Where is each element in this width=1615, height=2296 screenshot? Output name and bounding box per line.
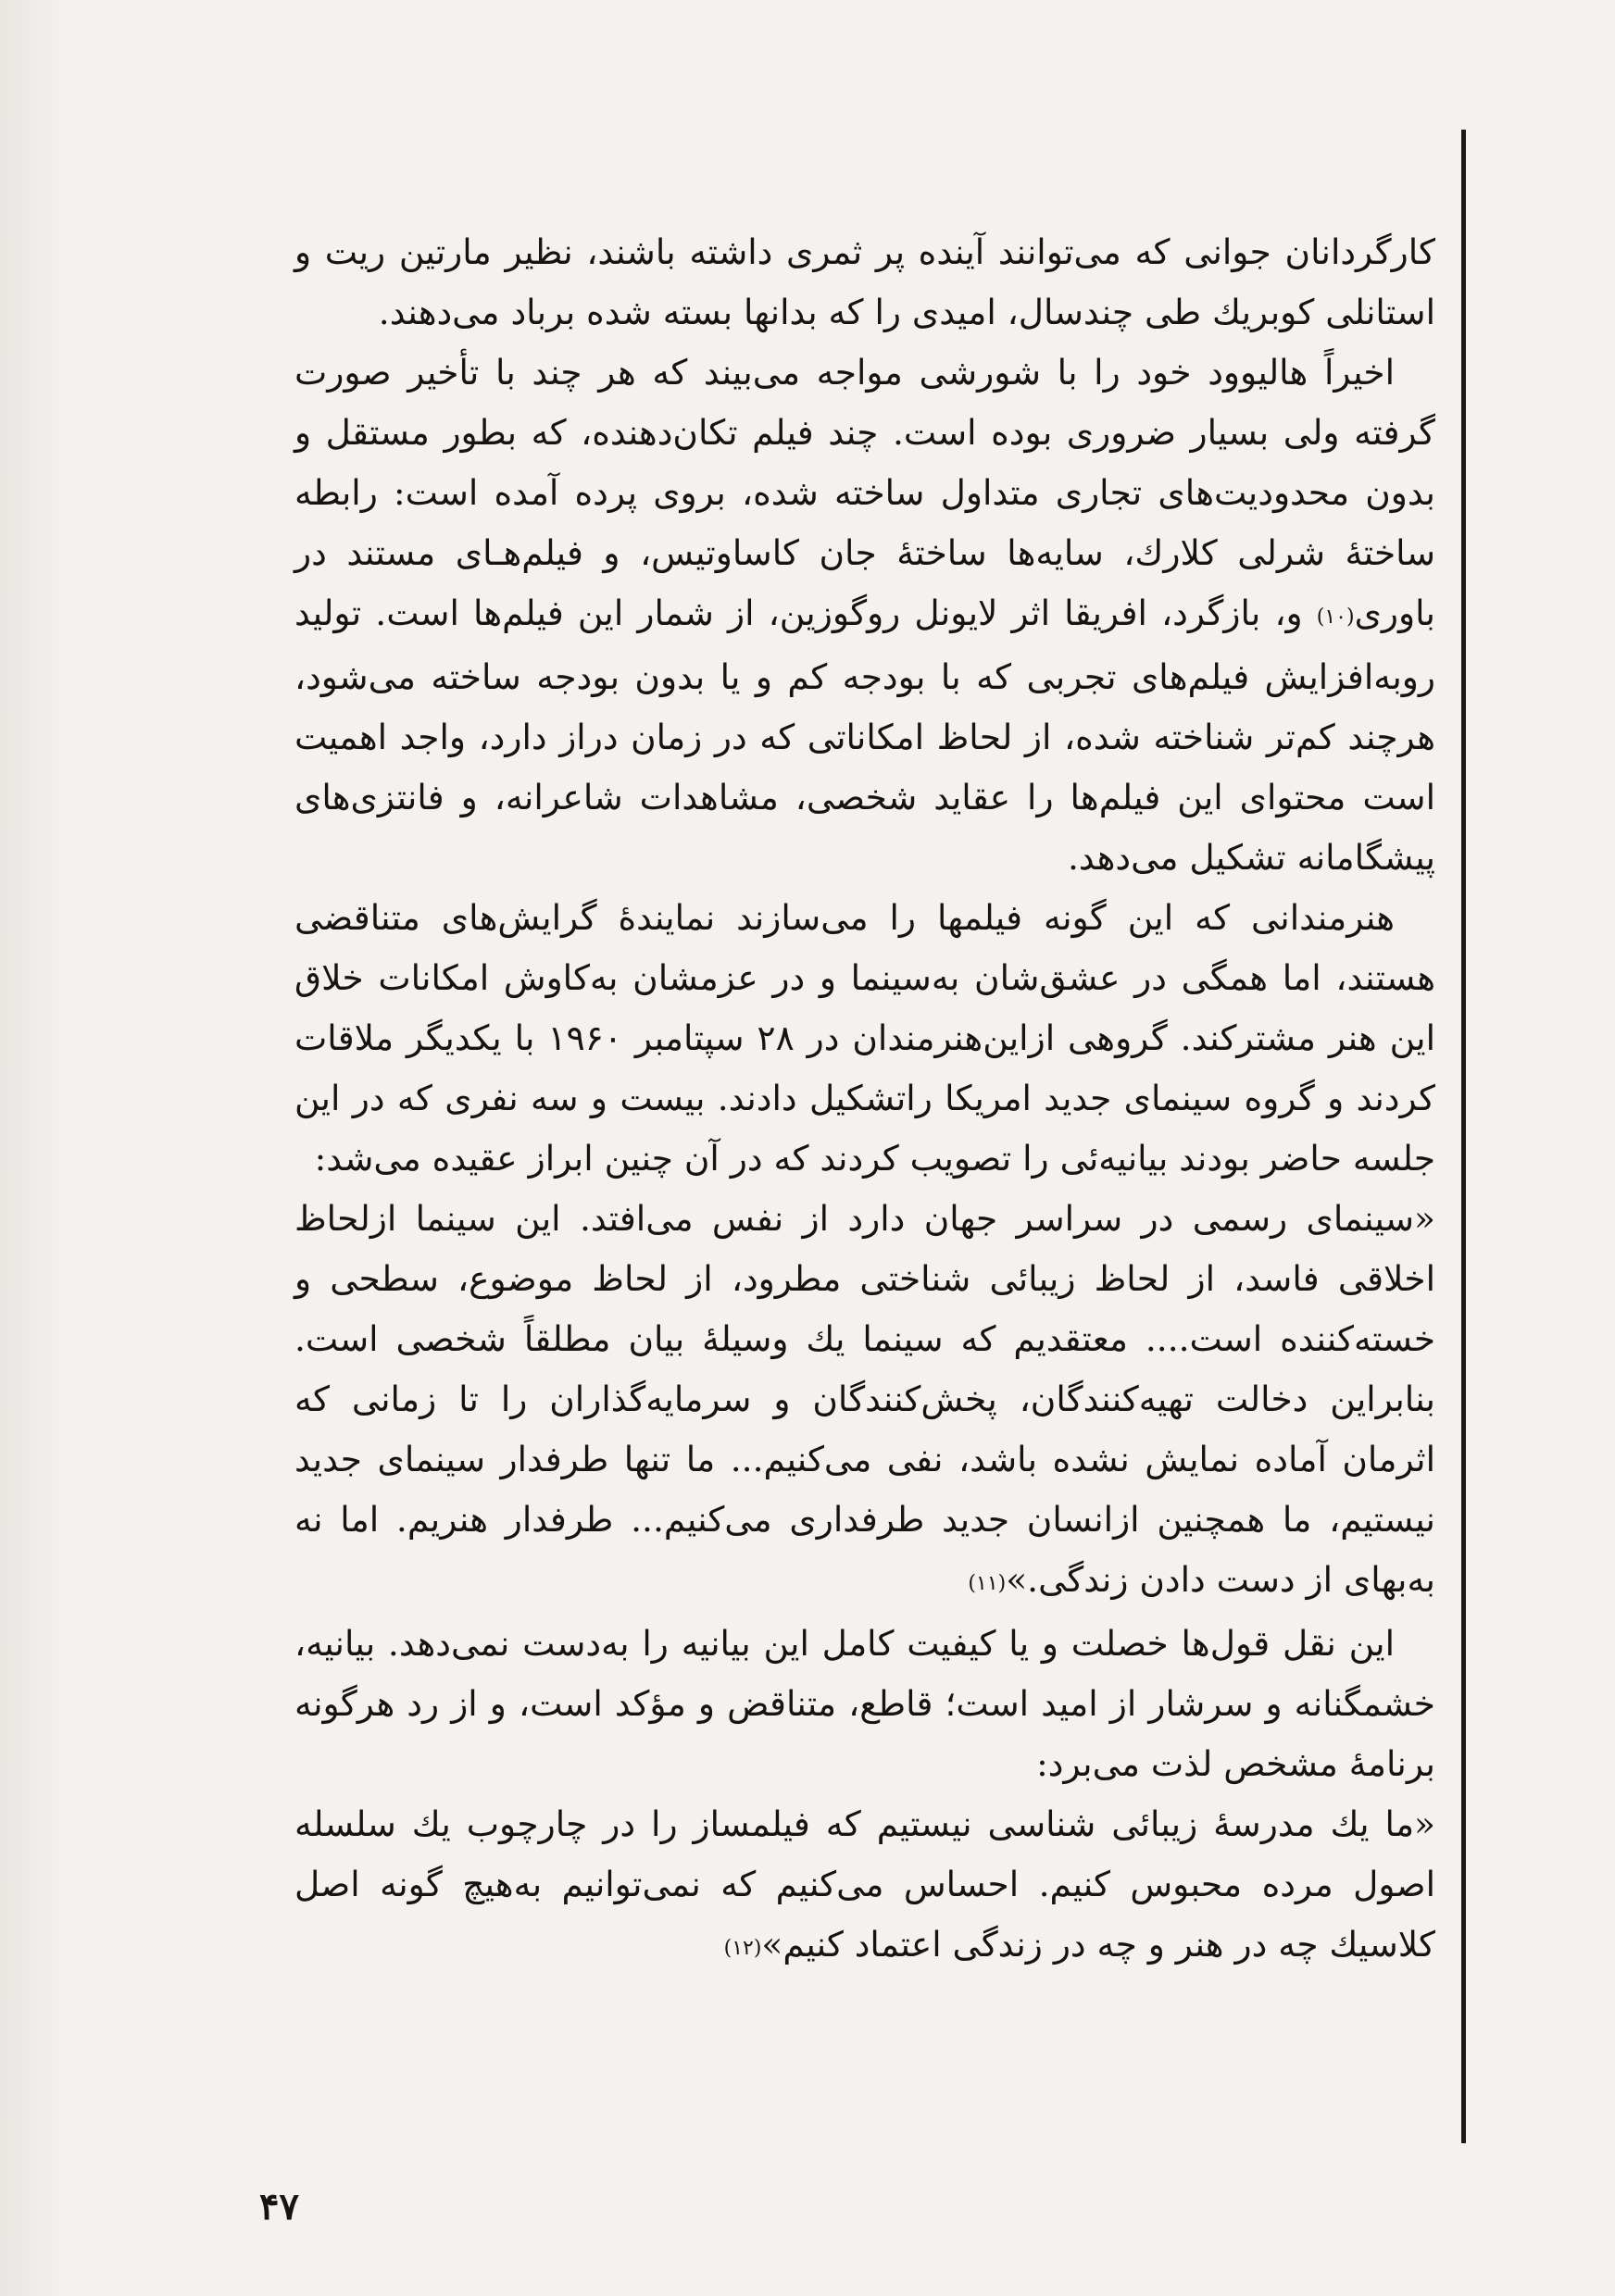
manifesto-quote-1 — [294, 1189, 1435, 1614]
paragraph-2-text: اخیراً هالیوود خود را با شورشی مواجه می‌بیند که هر چند با تأخیر صورت گرفته ولی بسیار ضروری بوده است. چند فیلم تکان‌دهنده، که بطور مستقل و بدون محدودیت‌های تجاری متداول ساخته شده، بروی پرده آمده است: رابطه ساختهٔ شرلی کلارك، سایه‌ها ساختهٔ جان کاساوتیس، و فیلم‌هـای مستند در باوری — [294, 352, 1435, 633]
manifesto-quote-2-text: «ما یك مدرسهٔ زیبائی شناسی نیستیم که فیلمساز را در چارچوب یك سلسله اصول مرده محبوس کنیم. احساس می‌کنیم که نمی‌توانیم به‌هیچ گونه اصل کلاسیك چه در هنر و چه در زندگی اعتماد کنیم» — [294, 1803, 1435, 1965]
paragraph-3 — [294, 888, 1435, 1189]
page-edge-shadow — [0, 0, 65, 2296]
paragraph-2-text-cont: و، بازگرد، افریقا اثر لایونل روگوزین، از شمار این فیلم‌ها است. تولید روبه‌افزایش فیلم‌های تجربی که با بودجه کم و یا بدون بودجه ساخته می‌شود، هرچند کم‌تر شناخته شده، از لحاظ امکاناتی که در زمان دراز دارد، واجد اهمیت است محتوای این فیلم‌ها را عقاید شخصی، مشاهدات شاعرانه، و فانتزی‌های پیشگامانه تشکیل می‌دهد. — [294, 593, 1435, 878]
paragraph-5 — [294, 1614, 1435, 1794]
paragraph-5-text: این نقل قول‌ها خصلت و یا کیفیت کامل این بیانیه را به‌دست نمی‌دهد. بیانیه، خشمگنانه و سرشار از امید است؛ قاطع، متناقض و مؤکد است، و از رد هرگونه برنامهٔ مشخص لذت می‌برد: — [294, 1623, 1435, 1784]
paragraph-3-text: هنرمندانی که این گونه فیلمها را می‌سازند نمایندهٔ گرایش‌های متناقضی هستند، اما همگی در عشق‌شان به‌سینما و در عزمشان به‌کاوش امکانات خلاق این هنر مشترکند. گروهی ازاین‌هنرمندان در ۲۸ سپتامبر ۱۹۶۰ با یکدیگر ملاقات کردند و گروه سینمای جدید امریکا راتشکیل دادند. بیست و سه نفری که در این جلسه حاضر بودند بیانیه‌ئی را تصویب کردند که در آن چنین ابراز عقیده می‌شد: — [294, 897, 1435, 1179]
page-number: ۴۷ — [259, 2185, 299, 2228]
body-text — [294, 222, 1435, 2157]
footnote-ref-11: (۱۱) — [968, 1572, 1007, 1595]
footnote-ref-10: (۱۰) — [1316, 605, 1355, 629]
paragraph-1-text: کارگردانان جوانی که می‌توانند آینده پر ثمری داشته باشند، نظیر مارتین ریت و استانلی کوبریك طی چندسال، امیدی را که بدانها بسته شده برباد می‌دهند. — [294, 231, 1435, 332]
paragraph-1 — [294, 222, 1435, 343]
manifesto-quote-1-text: «سینمای رسمی در سراسر جهان دارد از نفس می‌افتد. این سینما ازلحاظ اخلاقی فاسد، از لحاظ زیبائی شناختی مطرود، از لحاظ موضوع، سطحی و خسته‌کننده است.... معتقدیم که سینما یك وسیلهٔ بیان مطلقاً شخصی است. بنابراین دخالت تهیه‌کنندگان، پخش‌کنندگان و سرمایه‌گذاران را تا زمانی که اثرمان آماده نمایش نشده باشد، نفی می‌کنیم... ما تنها طرفدار سینمای جدید نیستیم، ما همچنین ازانسان جدید طرفداری می‌کنیم... طرفدار هنریم. اما نه به‌بهای از دست دادن زندگی.» — [294, 1198, 1435, 1600]
manifesto-quote-2 — [294, 1794, 1435, 1978]
paragraph-2 — [294, 343, 1435, 888]
margin-vertical-rule — [1461, 130, 1466, 2143]
footnote-ref-12: (۱۲) — [723, 1937, 762, 1960]
